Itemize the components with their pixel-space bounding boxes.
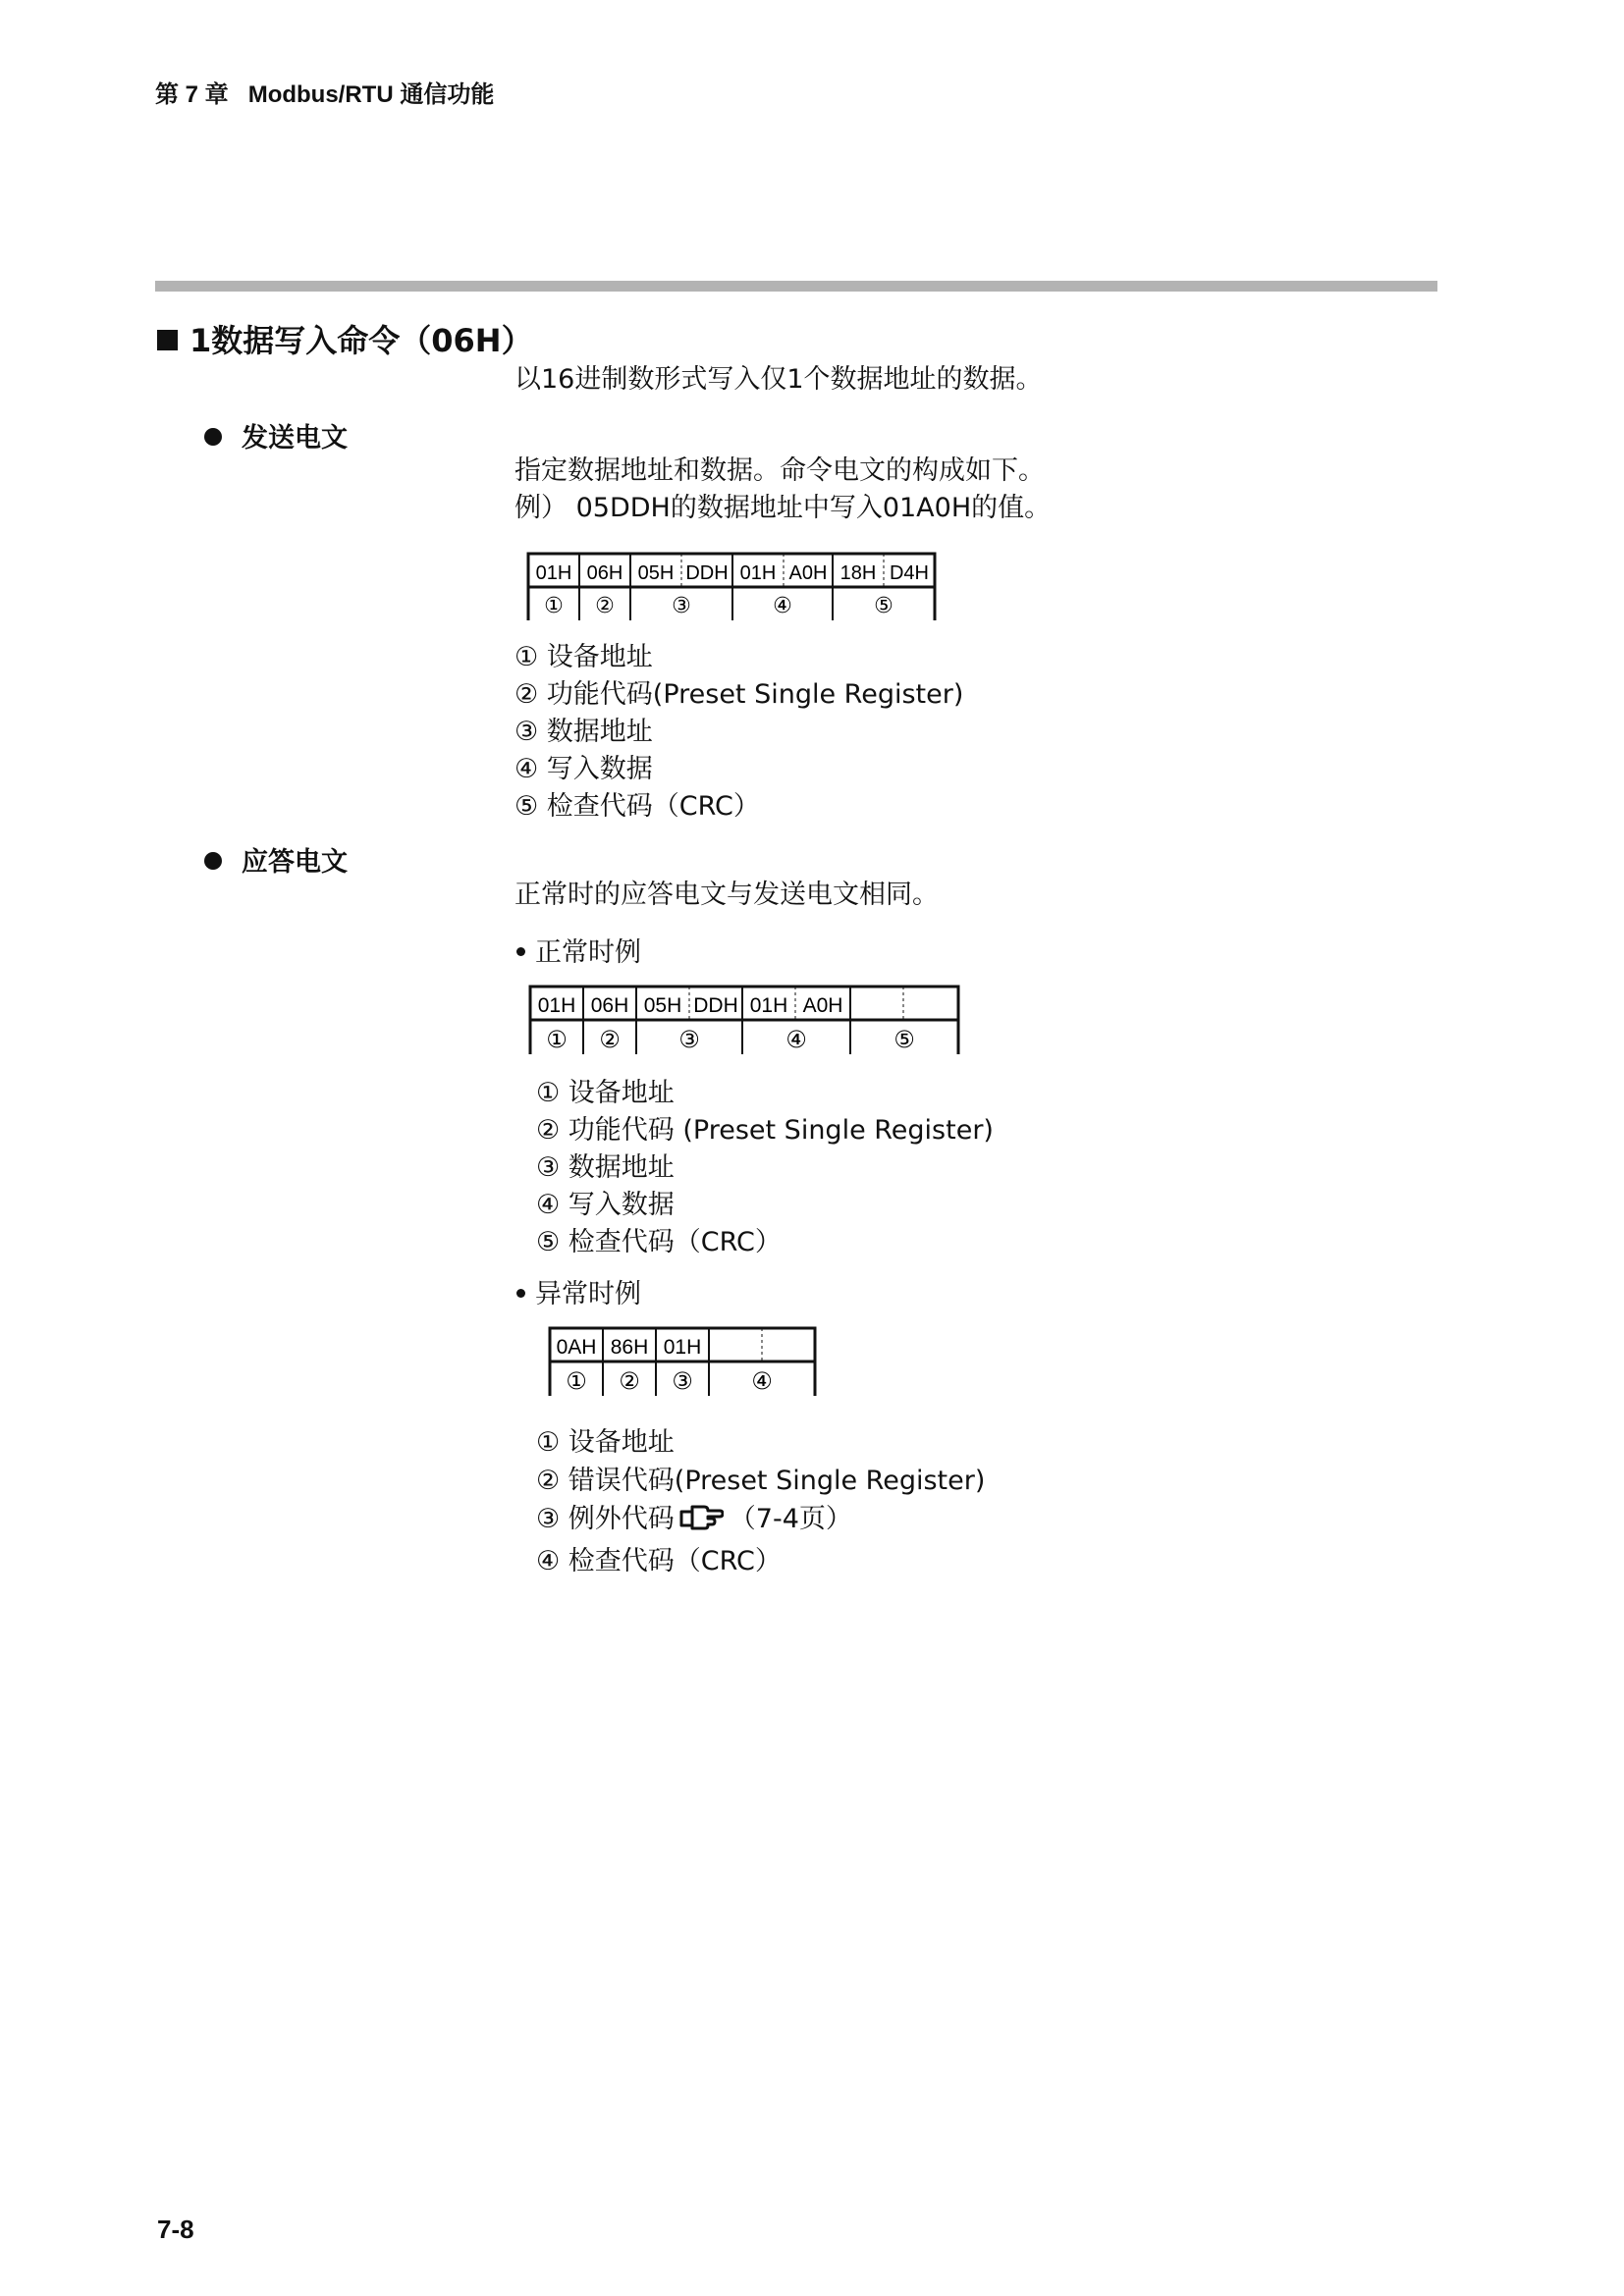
frame-cell: D4H xyxy=(889,562,930,584)
legend-item: ③ 例外代码 （7-4页） xyxy=(536,1500,985,1542)
section-intro: 以16进制数形式写入仅1个数据地址的数据。 xyxy=(514,364,1043,395)
legend-item: ③ 数据地址 xyxy=(514,717,653,747)
frame-cell: A0H xyxy=(788,562,828,584)
frame-cell: 01H xyxy=(663,1336,702,1359)
section-title: 1数据写入命令（06H） xyxy=(157,316,533,361)
send-frame-diagram xyxy=(520,552,943,622)
legend-item: ④ 检查代码（CRC） xyxy=(536,1546,782,1576)
normal-reply-frame-diagram xyxy=(524,984,966,1058)
legend-item: ⑤ 检查代码（CRC） xyxy=(536,1227,782,1257)
reply-heading: 应答电文 xyxy=(204,840,348,879)
frame-field-mark: ④ xyxy=(785,1027,807,1053)
frame-cell: DDH xyxy=(685,562,729,584)
error-reply-frame-diagram xyxy=(544,1325,819,1400)
legend-item: ② 功能代码 (Preset Single Register) xyxy=(536,1115,994,1146)
frame-cell: 18H xyxy=(839,562,877,584)
frame-field-mark: ① xyxy=(566,1368,587,1395)
legend-item: ① 设备地址 xyxy=(536,1427,675,1458)
frame-field-mark: ④ xyxy=(773,593,792,617)
legend-item: ① 设备地址 xyxy=(514,642,653,672)
page-reference[interactable]: （7-4页） xyxy=(729,1504,852,1534)
frame-cell: 06H xyxy=(586,562,623,584)
legend-item: ③ 数据地址 xyxy=(536,1152,675,1183)
chapter-header xyxy=(155,75,494,109)
error-example-label: 异常时例 xyxy=(514,1272,641,1310)
section-divider xyxy=(155,281,1437,292)
frame-field-mark: ② xyxy=(619,1368,640,1395)
error-reply-legend xyxy=(536,1423,985,1580)
dot-bullet-icon xyxy=(204,852,222,870)
legend-item: ⑤ 检查代码（CRC） xyxy=(514,791,760,822)
frame-field-mark: ③ xyxy=(678,1027,700,1053)
frame-field-mark: ① xyxy=(546,1027,568,1053)
dot-bullet-icon xyxy=(204,428,222,446)
legend-item: ② 错误代码(Preset Single Register) xyxy=(536,1466,986,1496)
legend-item: ② 功能代码(Preset Single Register) xyxy=(514,679,964,710)
normal-reply-legend xyxy=(536,1075,994,1261)
frame-cell: 05H xyxy=(637,562,675,584)
chapter-title: Modbus/RTU 通信功能 xyxy=(247,81,495,108)
frame-field-mark: ① xyxy=(544,593,564,617)
reply-description: 正常时的应答电文与发送电文相同。 xyxy=(514,880,939,910)
send-legend xyxy=(514,639,963,826)
small-bullet-icon xyxy=(516,947,525,956)
square-bullet-icon xyxy=(157,330,178,350)
frame-cell: 05H xyxy=(643,994,682,1017)
frame-cell: A0H xyxy=(802,994,843,1017)
frame-cell: 01H xyxy=(739,562,777,584)
frame-cell: 01H xyxy=(535,562,572,584)
legend-item: ④ 写入数据 xyxy=(514,754,653,784)
frame-field-mark: ③ xyxy=(672,593,691,617)
frame-cell: 86H xyxy=(610,1336,649,1359)
frame-cell: 01H xyxy=(749,994,788,1017)
frame-cell: 06H xyxy=(590,994,629,1017)
normal-example-label: 正常时例 xyxy=(514,931,641,969)
send-heading: 发送电文 xyxy=(204,416,348,454)
chapter-number: 第 7 章 xyxy=(155,81,229,108)
frame-cell: 0AH xyxy=(556,1336,597,1359)
page-number: 7-8 xyxy=(157,2215,194,2244)
small-bullet-icon xyxy=(516,1289,525,1298)
frame-field-mark: ⑤ xyxy=(874,593,893,617)
pointing-hand-icon xyxy=(678,1504,724,1542)
frame-field-mark: ② xyxy=(595,593,615,617)
frame-cell: 01H xyxy=(537,994,576,1017)
frame-field-mark: ② xyxy=(599,1027,621,1053)
send-description: 指定数据地址和数据。命令电文的构成如下。 例） 05DDH的数据地址中写入01A0H的值。 xyxy=(514,455,1052,523)
frame-field-mark: ③ xyxy=(672,1368,693,1395)
frame-cell: DDH xyxy=(693,994,738,1017)
frame-field-mark: ④ xyxy=(751,1368,773,1395)
legend-item: ④ 写入数据 xyxy=(536,1190,675,1220)
legend-item: ① 设备地址 xyxy=(536,1078,675,1108)
frame-field-mark: ⑤ xyxy=(893,1027,915,1053)
